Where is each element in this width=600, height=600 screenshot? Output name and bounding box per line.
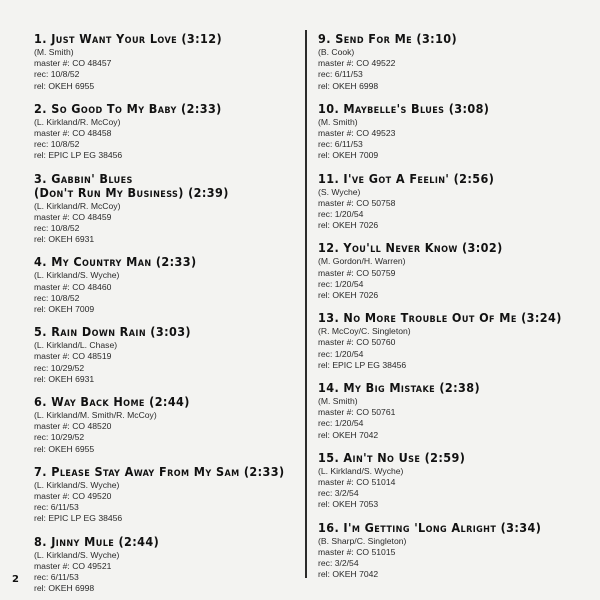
track-master-number: master #: CO 48457 xyxy=(34,58,112,69)
track-master-number: master #: CO 48458 xyxy=(34,128,112,139)
track-title-line: 11. I've Got A Feelin' (2:56) xyxy=(318,170,495,186)
track-release: rel: EPIC LP EG 38456 xyxy=(34,513,123,524)
track-recording-date: rec: 10/29/52 xyxy=(34,432,85,443)
track-title xyxy=(318,521,580,535)
track-title xyxy=(318,381,580,395)
track-release: rel: OKEH 6955 xyxy=(34,80,95,91)
track-entry xyxy=(318,381,580,441)
track-recording-date: rec: 10/29/52 xyxy=(34,362,85,373)
track-title-line: 3. Gabbin' Blues xyxy=(34,170,133,186)
track-title-line: 13. No More Trouble Out Of Me (3:24) xyxy=(318,310,562,326)
track-recording-date: rec: 10/8/52 xyxy=(34,69,80,80)
track-recording-date: rec: 10/8/52 xyxy=(34,292,80,303)
track-recording-date: rec: 1/20/54 xyxy=(318,348,364,359)
track-recording-date: rec: 10/8/52 xyxy=(34,139,80,150)
track-release: rel: OKEH 7009 xyxy=(318,150,379,161)
track-entry xyxy=(318,241,580,301)
track-title-line: 1. Just Want Your Love (3:12) xyxy=(34,31,223,46)
track-title-line: 2. So Good To My Baby (2:33) xyxy=(34,100,222,116)
track-entry xyxy=(34,535,296,595)
track-composers: (B. Sharp/C. Singleton) xyxy=(318,535,407,546)
track-title xyxy=(34,535,296,549)
track-entry xyxy=(34,102,296,162)
track-title xyxy=(34,465,296,479)
track-entry xyxy=(34,325,296,385)
track-list-left-column xyxy=(34,32,296,595)
track-title xyxy=(34,172,296,200)
track-composers: (S. Wyche) xyxy=(318,186,361,197)
track-release: rel: OKEH 6955 xyxy=(34,443,95,454)
track-recording-date: rec: 6/11/53 xyxy=(34,572,79,583)
track-title xyxy=(34,255,296,269)
track-title xyxy=(318,311,580,325)
page-number: 2 xyxy=(12,574,19,585)
track-title-line: (Don't Run My Business) (2:39) xyxy=(34,184,229,200)
track-entry xyxy=(318,311,580,371)
track-composers: (L. Kirkland/S. Wyche) xyxy=(318,465,404,476)
track-title xyxy=(318,241,580,255)
track-title xyxy=(318,32,580,46)
track-entry xyxy=(318,172,580,232)
track-title-line: 5. Rain Down Rain (3:03) xyxy=(34,324,191,340)
track-recording-date: rec: 6/11/53 xyxy=(318,69,363,80)
track-composers: (M. Gordon/H. Warren) xyxy=(318,256,406,267)
track-release: rel: EPIC LP EG 38456 xyxy=(318,359,407,370)
track-title-line: 12. You'll Never Know (3:02) xyxy=(318,240,503,256)
track-release: rel: EPIC LP EG 38456 xyxy=(34,150,123,161)
track-composers: (L. Kirkland/R. McCoy) xyxy=(34,116,121,127)
track-entry xyxy=(318,32,580,92)
track-title-line: 6. Way Back Home (2:44) xyxy=(34,394,190,410)
track-master-number: master #: CO 48519 xyxy=(34,351,112,362)
track-composers: (M. Smith) xyxy=(318,116,358,127)
track-title xyxy=(318,172,580,186)
track-recording-date: rec: 3/2/54 xyxy=(318,488,359,499)
track-title xyxy=(34,32,296,46)
track-title xyxy=(34,395,296,409)
track-title-line: 15. Ain't No Use (2:59) xyxy=(318,449,466,465)
track-entry xyxy=(34,32,296,92)
track-title xyxy=(34,102,296,116)
track-master-number: master #: CO 50761 xyxy=(318,407,396,418)
track-master-number: master #: CO 50760 xyxy=(318,337,396,348)
track-entry xyxy=(34,255,296,315)
track-recording-date: rec: 6/11/53 xyxy=(34,502,79,513)
track-master-number: master #: CO 48520 xyxy=(34,421,112,432)
track-release: rel: OKEH 6998 xyxy=(34,583,95,594)
track-master-number: master #: CO 51014 xyxy=(318,477,396,488)
track-title-line: 10. Maybelle's Blues (3:08) xyxy=(318,100,490,116)
track-title xyxy=(34,325,296,339)
track-release: rel: OKEH 6998 xyxy=(318,80,379,91)
track-title-line: 8. Jinny Mule (2:44) xyxy=(34,533,160,549)
track-recording-date: rec: 6/11/53 xyxy=(318,139,363,150)
track-composers: (L. Kirkland/S. Wyche) xyxy=(34,270,120,281)
track-recording-date: rec: 1/20/54 xyxy=(318,209,364,220)
track-entry xyxy=(318,102,580,162)
track-master-number: master #: CO 48459 xyxy=(34,211,112,222)
track-recording-date: rec: 3/2/54 xyxy=(318,558,359,569)
track-composers: (M. Smith) xyxy=(34,47,74,57)
track-master-number: master #: CO 48460 xyxy=(34,281,112,292)
track-title-line: 4. My Country Man (2:33) xyxy=(34,254,197,270)
track-recording-date: rec: 10/8/52 xyxy=(34,223,80,234)
track-master-number: master #: CO 50759 xyxy=(318,267,396,278)
track-title-line: 16. I'm Getting 'Long Alright (3:34) xyxy=(318,519,542,535)
track-entry xyxy=(34,172,296,246)
track-composers: (L. Kirkland/S. Wyche) xyxy=(34,479,120,490)
track-master-number: master #: CO 49523 xyxy=(318,128,396,139)
track-release: rel: OKEH 7042 xyxy=(318,429,379,440)
track-title-line: 14. My Big Mistake (2:38) xyxy=(318,380,481,396)
track-recording-date: rec: 1/20/54 xyxy=(318,278,364,289)
column-divider xyxy=(305,30,307,578)
track-composers: (M. Smith) xyxy=(318,396,358,407)
track-title xyxy=(318,102,580,116)
track-recording-date: rec: 1/20/54 xyxy=(318,418,364,429)
track-release: rel: OKEH 6931 xyxy=(34,234,95,245)
track-title-line: 7. Please Stay Away From My Sam (2:33) xyxy=(34,463,285,479)
track-entry xyxy=(34,465,296,525)
track-composers: (R. McCoy/C. Singleton) xyxy=(318,326,411,337)
track-entry xyxy=(318,451,580,511)
track-composers: (B. Cook) xyxy=(318,47,355,57)
track-release: rel: OKEH 7026 xyxy=(318,220,379,231)
track-master-number: master #: CO 50758 xyxy=(318,197,396,208)
track-composers: (L. Kirkland/R. McCoy) xyxy=(34,200,121,211)
track-release: rel: OKEH 7042 xyxy=(318,569,379,580)
track-entry xyxy=(34,395,296,455)
track-title xyxy=(318,451,580,465)
track-master-number: master #: CO 49521 xyxy=(34,560,112,571)
track-composers: (L. Kirkland/M. Smith/R. McCoy) xyxy=(34,410,157,421)
track-release: rel: OKEH 6931 xyxy=(34,373,95,384)
track-title-line: 9. Send For Me (3:10) xyxy=(318,31,458,46)
track-master-number: master #: CO 51015 xyxy=(318,546,396,557)
track-release: rel: OKEH 7026 xyxy=(318,290,379,301)
track-release: rel: OKEH 7053 xyxy=(318,499,379,510)
track-entry xyxy=(318,521,580,581)
track-master-number: master #: CO 49522 xyxy=(318,58,396,69)
track-list-right-column xyxy=(318,32,580,581)
track-master-number: master #: CO 49520 xyxy=(34,491,112,502)
track-release: rel: OKEH 7009 xyxy=(34,304,95,315)
track-composers: (L. Kirkland/L. Chase) xyxy=(34,340,118,351)
track-composers: (L. Kirkland/S. Wyche) xyxy=(34,549,120,560)
